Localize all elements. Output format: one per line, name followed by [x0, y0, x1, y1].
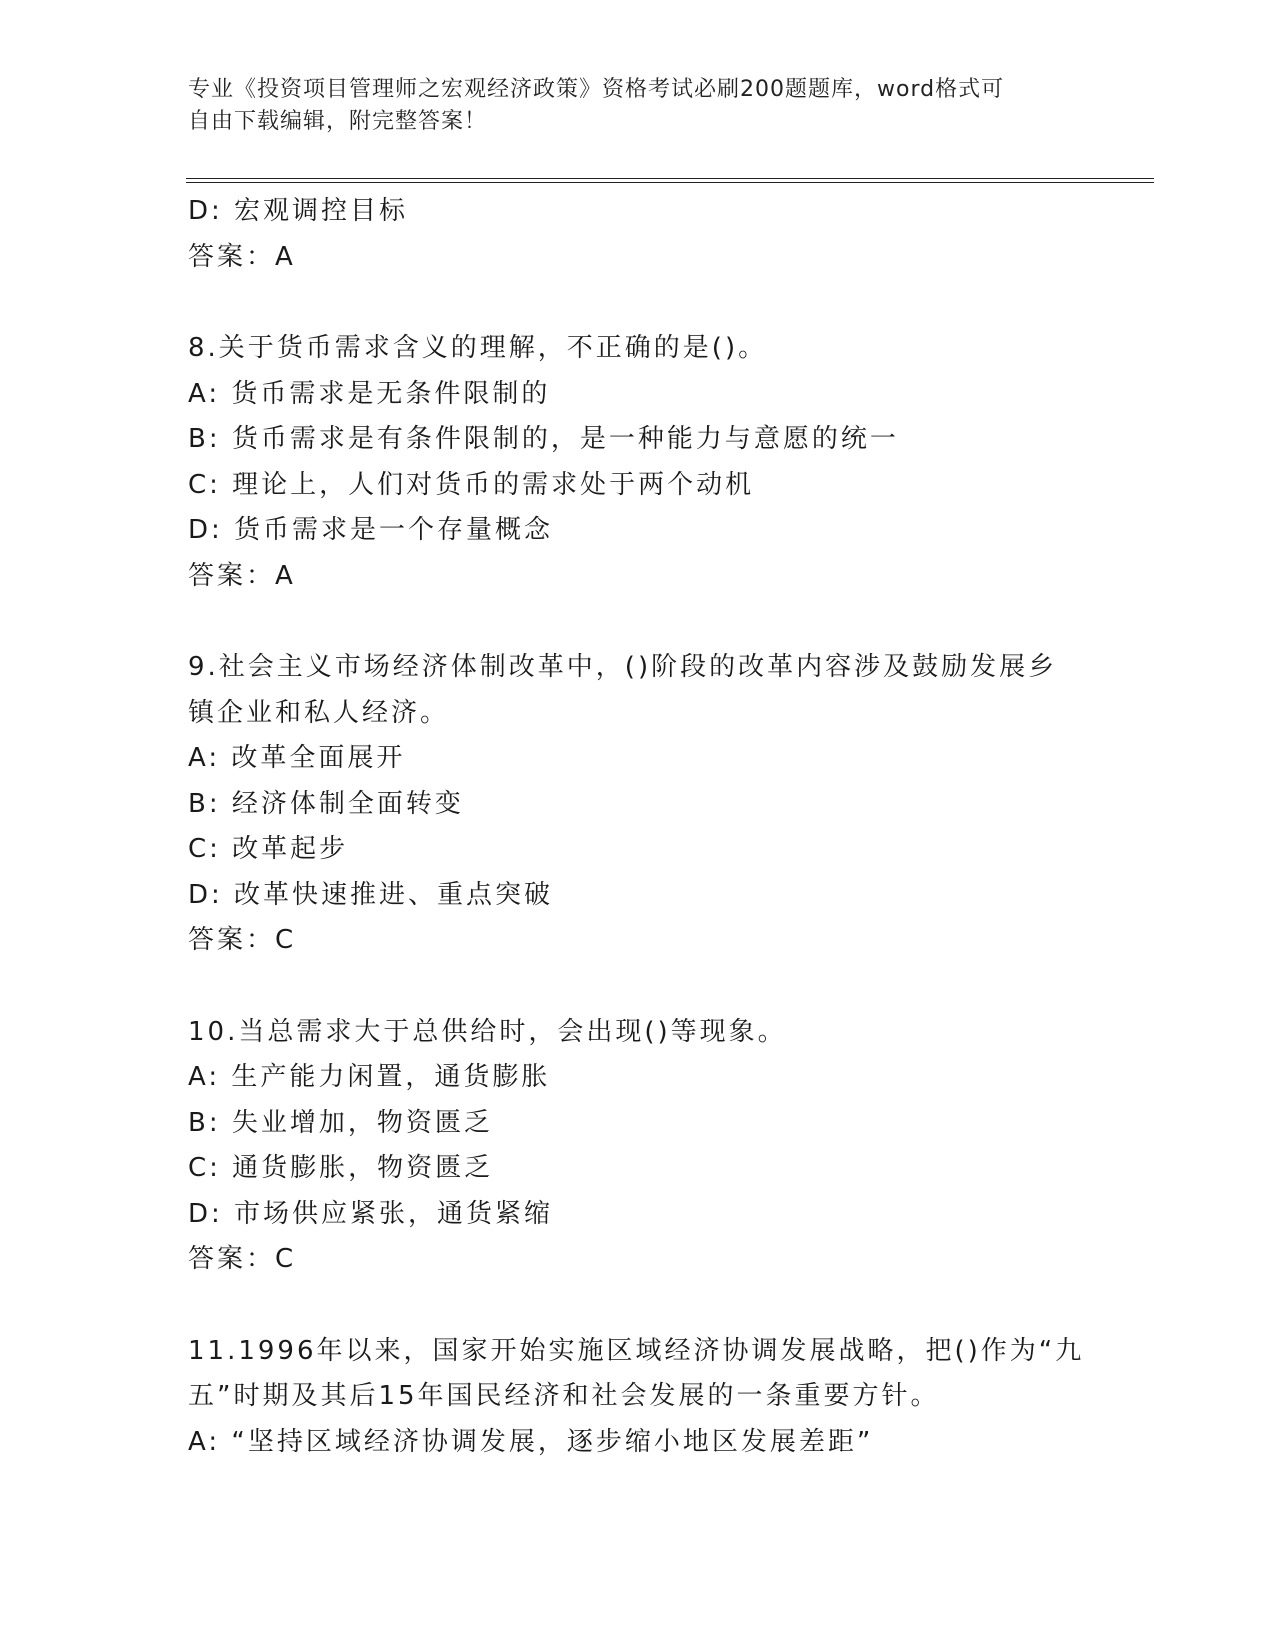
spacer — [188, 964, 1088, 1010]
question-stem-continued: 五”时期及其后15年国民经济和社会发展的一条重要方针。 — [188, 1381, 940, 1411]
option-c: C: 理论上，人们对货币的需求处于两个动机 — [188, 469, 755, 500]
page-header — [188, 74, 1088, 138]
option-d: D: 市场供应紧张，通货紧缩 — [188, 1198, 554, 1229]
option-c: C: 改革起步 — [188, 834, 349, 864]
question-block-9 — [188, 645, 1088, 964]
question-stem-continued: 镇企业和私人经济。 — [188, 697, 450, 728]
question-stem: 8.关于货币需求含义的理解，不正确的是()。 — [188, 333, 768, 363]
question-block-7-tail — [188, 189, 1088, 280]
option-d: D: 宏观调控目标 — [188, 196, 409, 226]
question-content — [188, 189, 1088, 1465]
question-stem: 9.社会主义市场经济体制改革中，()阶段的改革内容涉及鼓励发展乡 — [188, 652, 1058, 682]
option-a: A: 生产能力闲置，通货膨胀 — [188, 1062, 551, 1092]
answer-line: 答案：A — [188, 560, 296, 591]
option-c: C: 通货膨胀，物资匮乏 — [188, 1153, 494, 1183]
option-a: A: 改革全面展开 — [188, 743, 406, 773]
question-block-11 — [188, 1329, 1088, 1466]
header-line-2: 自由下载编辑，附完整答案！ — [188, 109, 488, 134]
question-block-10 — [188, 1010, 1088, 1283]
header-divider — [186, 178, 1154, 183]
option-d: D: 改革快速推进、重点突破 — [188, 879, 554, 910]
option-b: B: 货币需求是有条件限制的，是一种能力与意愿的统一 — [188, 424, 899, 454]
option-b: B: 失业增加，物资匮乏 — [188, 1107, 493, 1138]
header-line-1: 专业《投资项目管理师之宏观经济政策》资格考试必刷200题题库，word格式可 — [188, 77, 1005, 102]
option-a: A: “坚持区域经济协调发展，逐步缩小地区发展差距” — [188, 1426, 874, 1457]
option-b: B: 经济体制全面转变 — [188, 788, 464, 819]
spacer — [188, 280, 1088, 326]
answer-line: 答案：C — [188, 1244, 297, 1274]
answer-line: 答案：A — [188, 241, 296, 272]
question-stem: 11.1996年以来，国家开始实施区域经济协调发展战略，把()作为“九 — [188, 1335, 1085, 1366]
spacer — [188, 599, 1088, 645]
question-stem: 10.当总需求大于总供给时，会出现()等现象。 — [188, 1016, 787, 1047]
option-a: A: 货币需求是无条件限制的 — [188, 378, 551, 409]
spacer — [188, 1283, 1088, 1329]
question-block-8 — [188, 326, 1088, 599]
option-d: D: 货币需求是一个存量概念 — [188, 515, 554, 545]
answer-line: 答案：C — [188, 925, 297, 955]
